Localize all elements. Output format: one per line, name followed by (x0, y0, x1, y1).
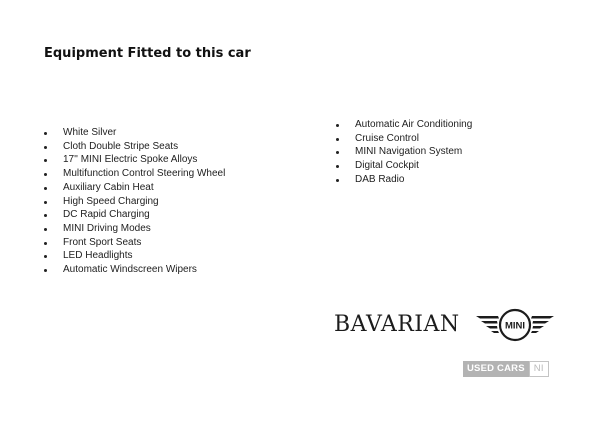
dealer-name: BAVARIAN (334, 312, 460, 337)
list-item: High Speed Charging (44, 195, 225, 209)
list-item: MINI Navigation System (336, 145, 472, 159)
used-cars-label: USED CARS (463, 361, 529, 377)
list-item: Cloth Double Stripe Seats (44, 140, 225, 154)
list-item: DC Rapid Charging (44, 208, 225, 222)
list-item: Automatic Windscreen Wipers (44, 263, 225, 277)
list-item: DAB Radio (336, 173, 472, 187)
list-item: Automatic Air Conditioning (336, 118, 472, 132)
feature-list-left (44, 126, 225, 277)
list-item: Auxiliary Cabin Heat (44, 181, 225, 195)
list-item: Multifunction Control Steering Wheel (44, 167, 225, 181)
list-item: White Silver (44, 126, 225, 140)
used-cars-badge (463, 361, 549, 377)
region-label: NI (529, 361, 549, 377)
list-item: LED Headlights (44, 249, 225, 263)
list-item: MINI Driving Modes (44, 222, 225, 236)
mini-wings-logo-icon (476, 307, 554, 343)
feature-list-right (336, 118, 472, 187)
mini-logo-text: MINI (504, 320, 526, 332)
list-item: Front Sport Seats (44, 236, 225, 250)
page-title: Equipment Fitted to this car (44, 46, 251, 61)
list-item: Cruise Control (336, 132, 472, 146)
list-item: 17'' MINI Electric Spoke Alloys (44, 153, 225, 167)
list-item: Digital Cockpit (336, 159, 472, 173)
